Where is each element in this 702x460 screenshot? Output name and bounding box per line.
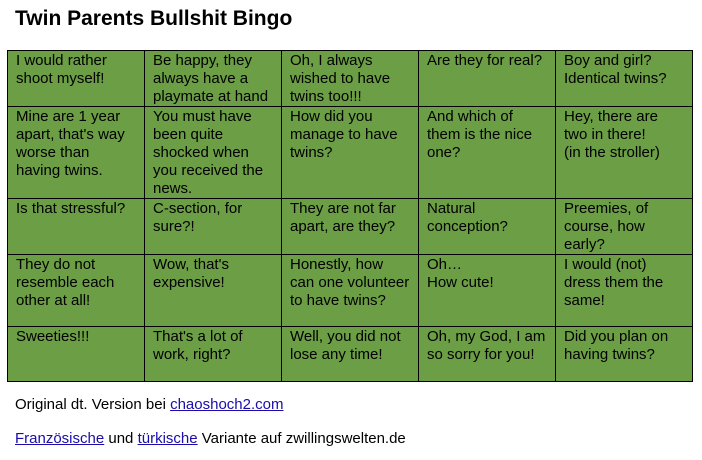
original-version-line (15, 395, 284, 415)
bingo-cell: Well, you did not lose any time! (282, 327, 419, 382)
bingo-cell: You must have been quite shocked when you received the news. (145, 107, 282, 199)
bingo-cell: I would (not) dress them the same! (556, 255, 693, 327)
bingo-row (8, 51, 693, 107)
original-version-text: Original dt. Version bei (15, 396, 171, 413)
bingo-cell: C-section, for sure?! (145, 199, 282, 255)
variants-line (15, 429, 406, 449)
bingo-cell: They do not resemble each other at all! (8, 255, 145, 327)
and-text: und (104, 430, 138, 447)
bingo-row (8, 199, 693, 255)
bingo-cell: Oh… How cute! (419, 255, 556, 327)
chaoshoch2-link[interactable]: chaoshoch2.com (170, 396, 284, 413)
bingo-cell: Preemies, of course, how early? (556, 199, 693, 255)
bingo-row (8, 107, 693, 199)
bingo-cell: Boy and girl? Identical twins? (556, 51, 693, 107)
bingo-cell: Be happy, they always have a playmate at hand (145, 51, 282, 107)
bingo-cell: Sweeties!!! (8, 327, 145, 382)
bingo-cell: Wow, that's expensive! (145, 255, 282, 327)
bingo-row (8, 255, 693, 327)
bingo-cell: Did you plan on having twins? (556, 327, 693, 382)
bingo-grid (7, 50, 693, 382)
bingo-cell: Oh, I always wished to have twins too!!! (282, 51, 419, 107)
variant-suffix-text: Variante auf zwillingswelten.de (197, 430, 406, 447)
bingo-cell: Natural conception? (419, 199, 556, 255)
bingo-cell: Oh, my God, I am so sorry for you! (419, 327, 556, 382)
turkish-variant-link[interactable]: türkische (137, 430, 198, 447)
bingo-cell: How did you manage to have twins? (282, 107, 419, 199)
bingo-cell: Honestly, how can one volunteer to have twins? (282, 255, 419, 327)
bingo-cell: Are they for real? (419, 51, 556, 107)
bingo-cell: Mine are 1 year apart, that's way worse than having twins. (8, 107, 145, 199)
bingo-cell: Is that stressful? (8, 199, 145, 255)
page-title: Twin Parents Bullshit Bingo (15, 7, 293, 30)
bingo-row (8, 327, 693, 382)
bingo-cell: I would rather shoot myself! (8, 51, 145, 107)
bingo-cell: They are not far apart, are they? (282, 199, 419, 255)
bingo-cell: And which of them is the nice one? (419, 107, 556, 199)
french-variant-link[interactable]: Französische (15, 430, 105, 447)
bingo-cell: That's a lot of work, right? (145, 327, 282, 382)
bingo-cell: Hey, there are two in there! (in the stroller) (556, 107, 693, 199)
